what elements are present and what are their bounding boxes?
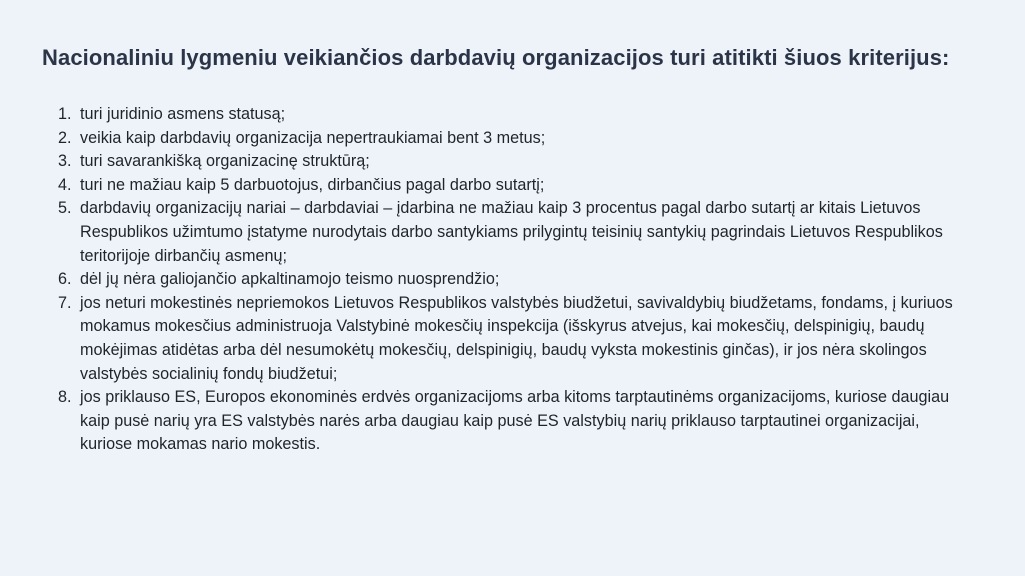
criteria-item-5: 5. darbdavių organizacijų nariai – darbdaviai – įdarbina ne mažiau kaip 3 procentus pagal darbo sutartį ar kitais Lietuvos Respublikos užimtumo įstatyme nurodytais darbo santykiams prilygintų teisinių santykių pagrindais Lietuvos Respublikos teritorijoje dirbančių asmenų; <box>76 197 965 268</box>
criteria-item-6: 6. dėl jų nėra galiojančio apkaltinamojo teismo nuosprendžio; <box>76 268 965 292</box>
criteria-item-8: 8. jos priklauso ES, Europos ekonominės erdvės organizacijoms arba kitoms tarptautinėms organizacijoms, kuriose daugiau kaip pusė narių yra ES valstybės narės arba daugiau kaip pusė ES valstybių narių priklauso tarptautinei organizacijai, kuriose mokamas nario mokestis. <box>76 386 965 457</box>
slide-title: Nacionaliniu lygmeniu veikiančios darbdavių organizacijos turi atitikti šiuos kriterijus: <box>42 45 950 70</box>
criteria-item-7: 7. jos neturi mokestinės nepriemokos Lietuvos Respublikos valstybės biudžetui, savivaldybių biudžetams, fondams, į kuriuos mokamus mokesčius administruoja Valstybinė mokesčių inspekcija (išskyrus atvejus, kai mokesčių, delspinigių, baudų mokėjimas atidėtas arba dėl nesumokėtų mokesčių, delspinigių, baudų vyksta mokestinis ginčas), ir jos nėra skolingos valstybės socialinių fondų biudžetui; <box>76 292 965 386</box>
criteria-item-1: 1. turi juridinio asmens statusą; <box>76 103 965 127</box>
criteria-item-4: 4. turi ne mažiau kaip 5 darbuotojus, dirbančius pagal darbo sutartį; <box>76 174 965 198</box>
criteria-item-2: 2. veikia kaip darbdavių organizacija nepertraukiamai bent 3 metus; <box>76 127 965 151</box>
criteria-list <box>42 103 965 457</box>
criteria-item-3: 3. turi savarankišką organizacinę struktūrą; <box>76 150 965 174</box>
